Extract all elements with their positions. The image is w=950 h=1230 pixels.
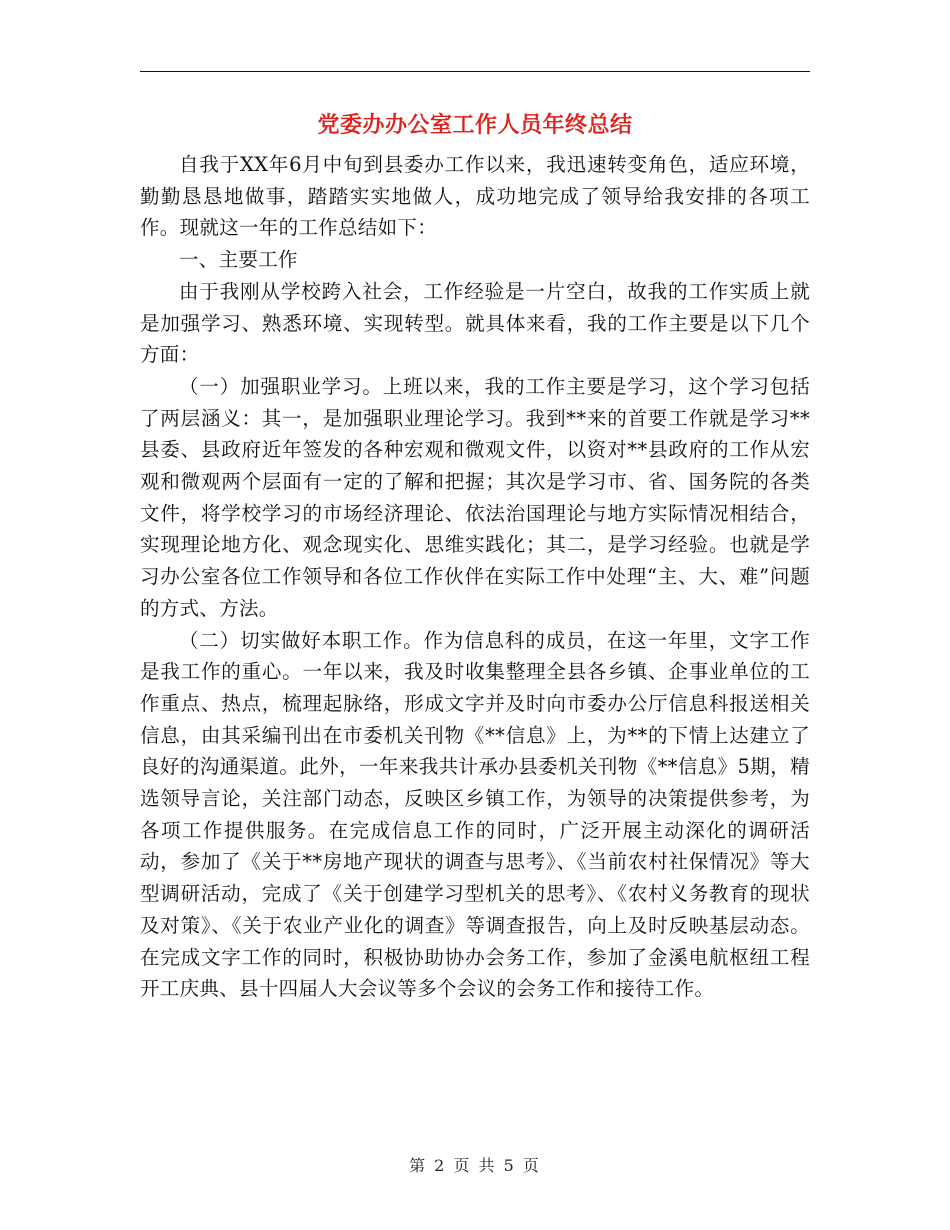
page-footer: 第 2 页 共 5 页 (409, 1156, 541, 1175)
paragraph-main-work-overview: 由于我刚从学校跨入社会，工作经验是一片空白，故我的工作实质上就是加强学习、熟悉环境、实现转型。就具体来看，我的工作主要是以下几个方面： (140, 279, 810, 367)
document-body (140, 149, 810, 1005)
paragraph-intro: 自我于XX年6月中旬到县委办工作以来，我迅速转变角色，适应环境，勤勤恳恳地做事，踏踏实实地做人，成功地完成了领导给我安排的各项工作。现就这一年的工作总结如下： (140, 153, 810, 240)
section-heading-main-work: 一、主要工作 (179, 248, 298, 272)
paragraph-professional-study: （一）加强职业学习。上班以来，我的工作主要是学习，这个学习包括了两层涵义：其一，是加强职业理论学习。我到**来的首要工作就是学习**县委、县政府近年签发的各种宏观和微观文件，以资对**县政府的工作从宏观和微观两个层面有一定的了解和把握；其次是学习市、省、国务院的各类文件，将学校学习的市场经济理论、依法治国理论与地方实际情况相结合，实现理论地方化、观念现实化、思维实践化；其二，是学习经验。也就是学习办公室各位工作领导和各位工作伙伴在实际工作中处理“主、大、难”问题的方式、方法。 (140, 374, 810, 620)
header-rule (140, 71, 810, 72)
document-title: 党委办办公室工作人员年终总结 (317, 112, 633, 138)
paragraph-core-duties: （二）切实做好本职工作。作为信息科的成员，在这一年里，文字工作是我工作的重心。一年以来，我及时收集整理全县各乡镇、企事业单位的工作重点、热点，梳理起脉络，形成文字并及时向市委办公厅信息科报送相关信息，由其采编刊出在市委机关刊物《**信息》上，为**的下情上达建立了良好的沟通渠道。此外，一年来我共计承办县委机关刊物《**信息》5期，精选领导言论，关注部门动态，反映区乡镇工作，为领导的决策提供参考，为各项工作提供服务。在完成信息工作的同时，广泛开展主动深化的调研活动，参加了《关于**房地产现状的调查与思考》、《当前农村社保情况》等大型调研活动，完成了《关于创建学习型机关的思考》、《农村义务教育的现状及对策》、《关于农业产业化的调查》等调查报告，向上及时反映基层动态。在完成文字工作的同时，积极协助协办会务工作，参加了金溪电航枢纽工程开工庆典、县十四届人大会议等多个会议的会务工作和接待工作。 (140, 628, 810, 1001)
